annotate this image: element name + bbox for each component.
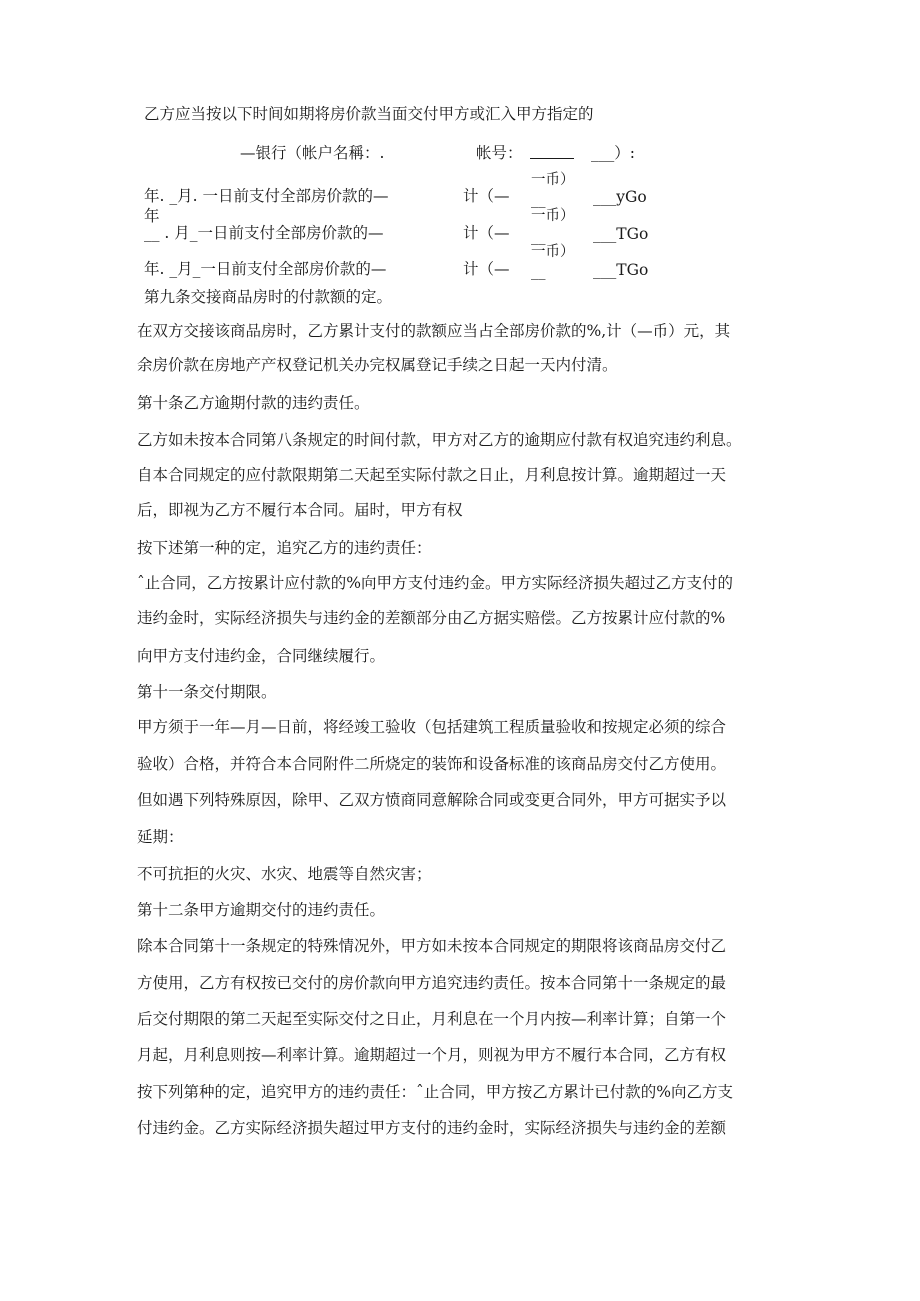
- schedule-nian: 年: [144, 207, 160, 225]
- schedule-dash: __: [531, 229, 546, 245]
- text-line: 乙方如未按本合同第八条规定的时间付款，甲方对乙方的逾期应付款有权追究违约利息。: [137, 431, 742, 449]
- schedule-bi: 一币）: [531, 244, 575, 260]
- text-line: 自本合同规定的应付款限期第二天起至实际付款之日止，月利息按计算。逾期超过一天: [137, 466, 727, 484]
- text-line: 除本合同第十一条规定的特殊情况外，甲方如未按本合同规定的期限将该商品房交付乙: [137, 937, 727, 955]
- schedule-end: ___TGo: [593, 261, 649, 279]
- text-line: 在双方交接该商品房时，乙方累计支付的款额应当占全部房价款的%,计（—币）元，其: [137, 322, 731, 340]
- text-line: ˆ止合同，乙方按累计应付款的%向甲方支付违约金。甲方实际经济损失超过乙方支付的: [137, 574, 733, 592]
- clause-9-heading: 第九条交接商品房时的付款额的定。: [144, 288, 393, 306]
- text-line: 延期：: [137, 828, 184, 846]
- schedule-dash: __: [531, 264, 546, 280]
- account-blank: [530, 144, 574, 159]
- account-tail: ___）:: [591, 144, 635, 162]
- bank-name-label: —银行（帐户名稱：.: [240, 144, 385, 162]
- schedule-date: __ . 月_一日前支付全部房价款的—: [144, 224, 384, 242]
- text-line: 方使用，乙方有权按已交付的房价款向甲方追究违约责任。按本合同第十一条规定的最: [137, 974, 727, 992]
- schedule-end: ___TGo: [593, 225, 649, 243]
- text-line: 付违约金。乙方实际经济损失超过甲方支付的违约金时，实际经济损失与违约金的差额: [137, 1119, 727, 1137]
- text-line: 后交付期限的第二天起至实际交付之日止，月利息在一个月内按—利率计算；自第一个: [137, 1010, 727, 1028]
- text-line: 向甲方支付违约金，合同继续履行。: [137, 647, 386, 665]
- schedule-bi: 一币）: [531, 208, 575, 224]
- text-line: 后，即视为乙方不履行本合同。届时，甲方有权: [137, 501, 463, 519]
- text-line: 按下列第种的定，追究甲方的违约责任：ˆ止合同，甲方按乙方累计已付款的%向乙方支: [137, 1083, 733, 1101]
- schedule-ji: 计（—: [463, 187, 510, 205]
- clause-10-heading: 第十条乙方逾期付款的违约责任。: [137, 394, 370, 412]
- text-line: 验收）合格，并符合本合同附件二所烧定的装饰和设备标准的该商品房交付乙方使用。: [137, 755, 727, 773]
- clause-11-heading: 第十一条交付期限。: [137, 683, 277, 701]
- schedule-end: ___yGo: [593, 188, 647, 206]
- schedule-ji: 计（—: [463, 260, 510, 278]
- text-line: 但如遇下列特殊原因，除甲、乙双方愤商同意解除合同或变更合同外，甲方可据实予以: [137, 791, 727, 809]
- text-line: 不可抗拒的火灾、水灾、地震等自然灾害；: [137, 865, 432, 883]
- clause-12-heading: 第十二条甲方逾期交付的违约责任。: [137, 901, 386, 919]
- schedule-date: 年. _月_一日前支付全部房价款的—: [144, 260, 387, 278]
- text-line: 甲方须于一年—月—日前，将经竣工验收（包括建筑工程质量验收和按规定必须的综合: [137, 718, 727, 736]
- text-line: 余房价款在房地产产权登记机关办完权属登记手续之日起一天内付清。: [137, 356, 618, 374]
- text-line: 违约金时，实际经济损失与违约金的差额部分由乙方据实赔偿。乙方按累计应付款的%: [137, 609, 726, 627]
- account-label: 帐号：: [476, 144, 523, 162]
- schedule-dash: __: [531, 192, 546, 208]
- text-line: 月起，月利息则按—利率计算。逾期超过一个月，则视为甲方不履行本合同，乙方有权: [137, 1046, 727, 1064]
- intro-line: 乙方应当按以下时间如期将房价款当面交付甲方或汇入甲方指定的: [144, 105, 594, 123]
- schedule-bi: 一币）: [531, 172, 575, 188]
- schedule-ji: 计（—: [463, 224, 510, 242]
- schedule-date: 年. _月. 一日前支付全部房价款的—: [144, 187, 389, 205]
- text-line: 按下述第一种的定，追究乙方的违约责任：: [137, 539, 432, 557]
